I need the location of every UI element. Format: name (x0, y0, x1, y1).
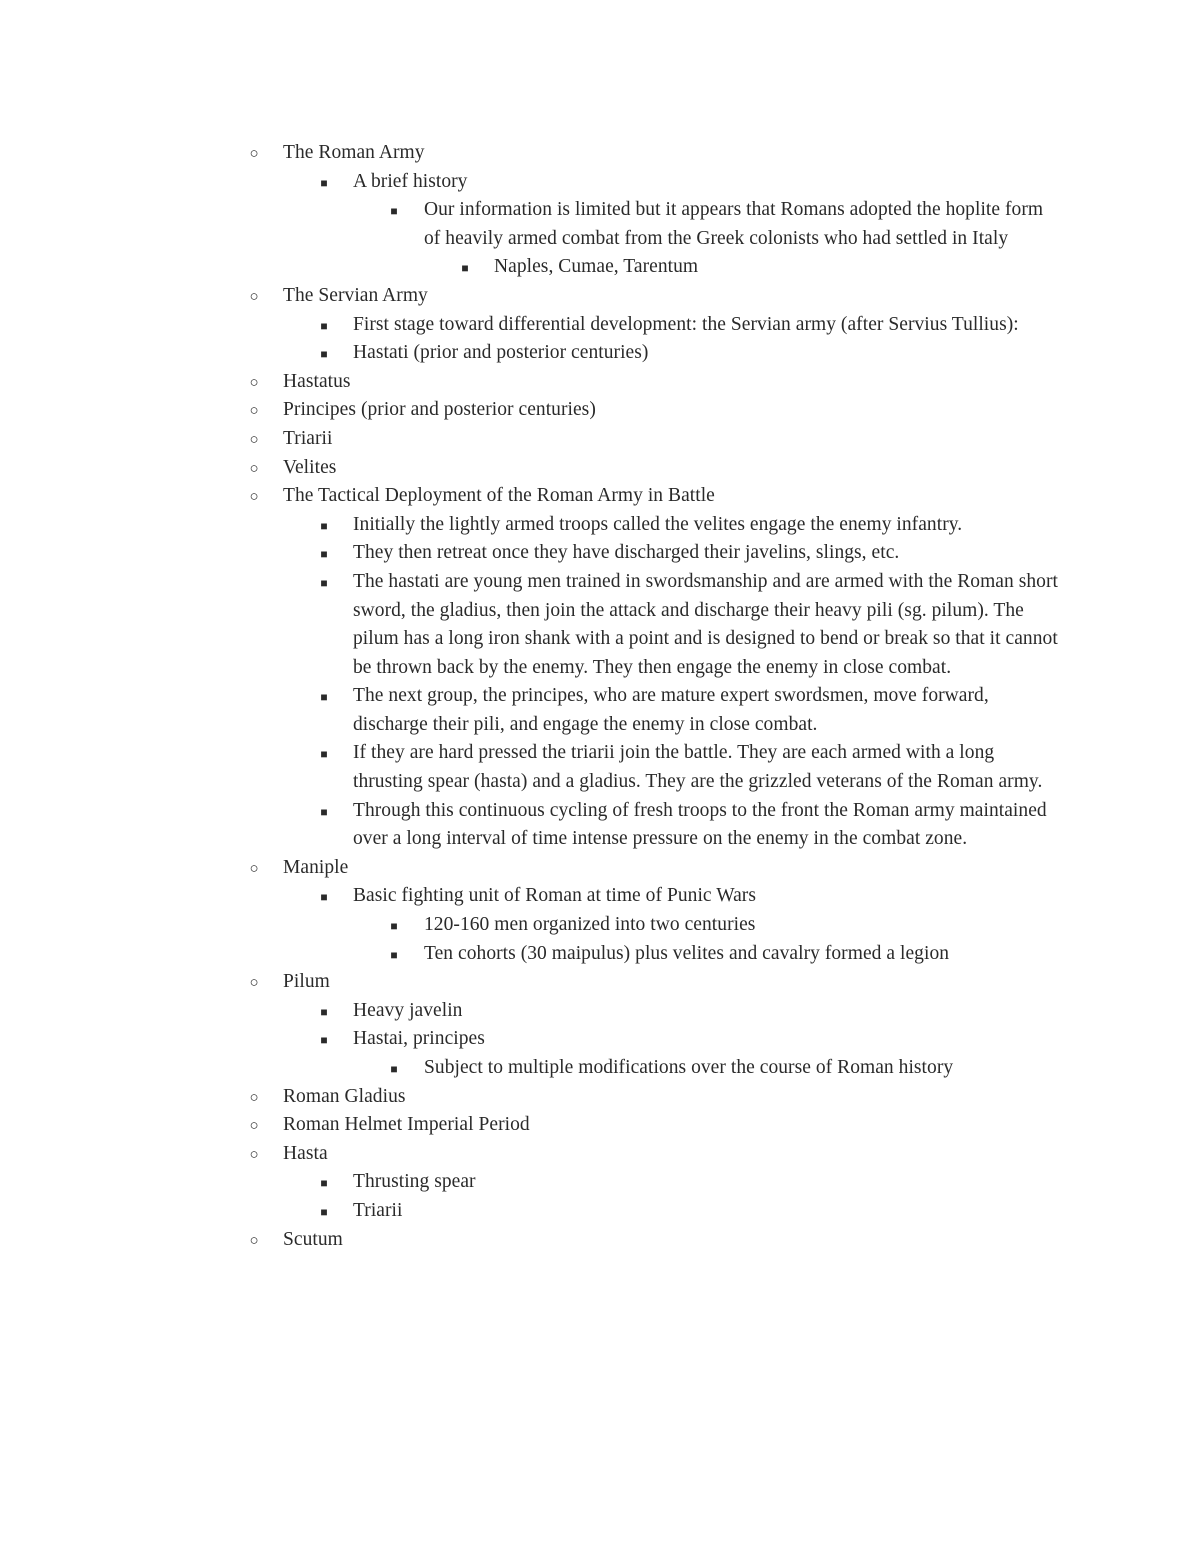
outline-item-text: The hastati are young men trained in swordsmanship and are armed with the Roman short sword, the gladius, then join the attack and discharge their heavy pili (sg. pilum). The pilum has a long iron shank with a point and is designed to bend or break so that it cannot be thrown back by the enemy. They then engage the enemy in close combat. (353, 570, 1058, 678)
square-bullet-icon: ■ (320, 318, 328, 333)
square-bullet-icon: ■ (320, 804, 328, 819)
outline-item-level-1 (0, 854, 1063, 883)
square-bullet-icon: ■ (390, 1062, 398, 1076)
outline-item-text: Maniple (283, 856, 349, 878)
outline-item-text: Triarii (353, 1199, 403, 1221)
square-bullet-icon: ■ (320, 1004, 328, 1019)
square-bullet-icon: ■ (390, 919, 398, 934)
circle-bullet-icon: ○ (249, 1146, 259, 1163)
circle-bullet-icon: ○ (249, 288, 259, 305)
outline-item-text: Naples, Cumae, Tarentum (494, 256, 699, 278)
outline-item-level-2 (0, 882, 1063, 911)
outline-item-text: The Servian Army (283, 284, 428, 306)
outline-item-text: Triarii (283, 427, 333, 449)
outline-item-text: The Roman Army (283, 142, 425, 163)
outline-item-text: Ten cohorts (30 maipulus) plus velites and cavalry formed a legion (424, 942, 950, 964)
outline-item-level-1 (0, 396, 1063, 425)
circle-bullet-icon: ○ (249, 1089, 259, 1106)
outline-item-level-1 (0, 1140, 1063, 1169)
outline-item-text: Hasta (283, 1142, 328, 1164)
square-bullet-icon: ■ (320, 690, 328, 705)
square-bullet-icon: ■ (320, 747, 328, 762)
outline-item-text: The next group, the principes, who are mature expert swordsmen, move forward, discharge their pili, and engage the enemy in close combat. (353, 685, 989, 735)
outline-item-level-2 (0, 739, 1063, 796)
outline-item-level-1 (0, 139, 1063, 168)
circle-bullet-icon: ○ (249, 1232, 259, 1249)
circle-bullet-icon: ○ (249, 374, 259, 391)
outline-item-text: If they are hard pressed the triarii join the battle. They are each armed with a long thrusting spear (hasta) and a gladius. They are the grizzled veterans of the Roman army. (353, 742, 1043, 793)
outline-item-text: Initially the lightly armed troops called the velites engage the enemy infantry. (353, 513, 963, 535)
outline-item-text: Heavy javelin (353, 999, 463, 1021)
square-bullet-icon: ■ (320, 347, 328, 362)
square-bullet-icon: ■ (390, 204, 398, 219)
outline-item-text: Hastai, principes (353, 1028, 485, 1050)
outline-item-text: They then retreat once they have discharged their javelins, slings, etc. (353, 542, 900, 564)
outline-item-level-2 (0, 539, 1063, 568)
outline-item-text: Principes (prior and posterior centuries) (283, 399, 596, 421)
outline-item-level-3 (0, 1054, 1064, 1083)
outline-item-level-2 (0, 568, 1063, 682)
outline-item-level-2 (0, 682, 1063, 739)
square-bullet-icon: ■ (320, 518, 328, 533)
circle-bullet-icon: ○ (249, 489, 259, 506)
circle-bullet-icon: ○ (249, 146, 259, 162)
outline-item-level-1 (0, 282, 1063, 311)
square-bullet-icon: ■ (461, 261, 469, 276)
outline-item-level-3 (0, 196, 1064, 253)
outline-item-level-2 (0, 339, 1063, 368)
outline-item-text: Velites (283, 456, 337, 478)
outline-item-text: 120-160 men organized into two centuries (424, 914, 756, 936)
outline-item-level-1 (0, 454, 1063, 483)
outline-item-text: Subject to multiple modifications over the course of Roman history (424, 1057, 954, 1078)
outline-item-level-1 (0, 1111, 1063, 1140)
square-bullet-icon: ■ (320, 1204, 328, 1219)
outline-item-level-3 (0, 911, 1064, 940)
outline-item-text: First stage toward differential development: the Servian army (after Servius Tullius): (353, 313, 1019, 335)
outline-item-text: Hastatus (283, 370, 351, 392)
outline-item-level-1 (0, 968, 1063, 997)
square-bullet-icon: ■ (320, 1176, 328, 1191)
circle-bullet-icon: ○ (249, 860, 259, 877)
square-bullet-icon: ■ (320, 547, 328, 562)
outline-item-level-1 (0, 482, 1063, 511)
outline-item-text: Roman Helmet Imperial Period (283, 1114, 530, 1136)
outline-list (0, 139, 1200, 1254)
outline-item-text: Our information is limited but it appears that Romans adopted the hoplite form of heavily armed combat from the Greek colonists who had settled in Italy (424, 199, 1044, 249)
circle-bullet-icon: ○ (249, 431, 259, 448)
outline-item-level-3 (0, 940, 1064, 969)
outline-item-level-2 (0, 168, 1063, 197)
outline-item-level-2 (0, 511, 1063, 540)
outline-item-text: A brief history (353, 170, 468, 192)
outline-item-text: Scutum (283, 1228, 343, 1250)
outline-item-level-1 (0, 368, 1063, 397)
outline-item-level-2 (0, 1197, 1063, 1226)
outline-item-level-1 (0, 1226, 1063, 1255)
square-bullet-icon: ■ (320, 1033, 328, 1048)
outline-item-level-2 (0, 797, 1063, 854)
outline-item-level-2 (0, 997, 1063, 1026)
outline-item-text: Hastati (prior and posterior centuries) (353, 342, 649, 364)
outline-item-text: Pilum (283, 971, 330, 993)
outline-item-level-4 (0, 253, 1064, 282)
outline-item-level-2 (0, 1168, 1063, 1197)
outline-item-level-1 (0, 1083, 1063, 1112)
outline-item-level-2 (0, 311, 1063, 340)
outline-item-level-2 (0, 1025, 1063, 1054)
circle-bullet-icon: ○ (249, 1118, 259, 1135)
square-bullet-icon: ■ (390, 947, 398, 962)
outline-item-text: Thrusting spear (353, 1171, 476, 1193)
circle-bullet-icon: ○ (249, 460, 259, 477)
square-bullet-icon: ■ (320, 175, 328, 190)
square-bullet-icon: ■ (320, 890, 328, 905)
outline-item-text: The Tactical Deployment of the Roman Army in Battle (283, 485, 715, 507)
outline-item-text: Through this continuous cycling of fresh troops to the front the Roman army maintained over a long interval of time intense pressure on the enemy in the combat zone. (353, 799, 1047, 850)
outline-item-text: Basic fighting unit of Roman at time of Punic Wars (353, 885, 756, 907)
circle-bullet-icon: ○ (249, 403, 259, 420)
circle-bullet-icon: ○ (249, 975, 259, 992)
outline-item-level-1 (0, 425, 1063, 454)
outline-item-text: Roman Gladius (283, 1085, 406, 1107)
square-bullet-icon: ■ (320, 575, 328, 590)
